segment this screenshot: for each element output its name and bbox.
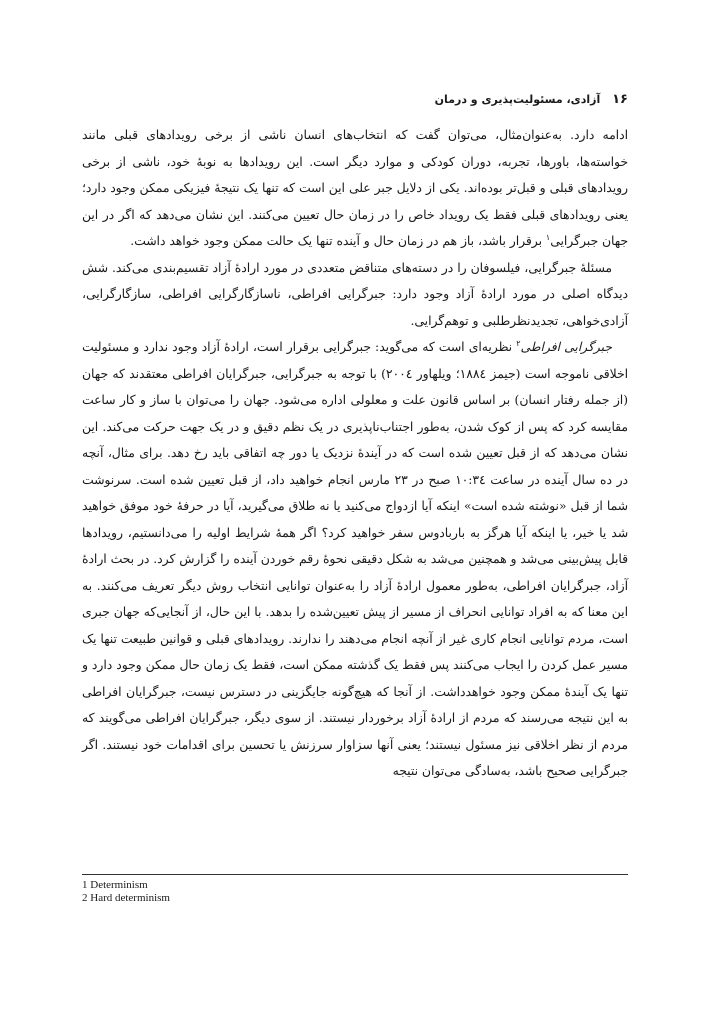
footnote-ref: ۱ xyxy=(545,232,551,242)
running-title: آزادی، مسئولیت‌پذیری و درمان xyxy=(434,93,601,106)
footnote-divider xyxy=(82,874,628,875)
paragraph-text: مسئلهٔ جبرگرایی، فیلسوفان را در دسته‌های متناقض متعددی در مورد ارادهٔ آزاد تقسیم‌بندی می‌کند. شش دیدگاه اصلی در مورد ارادهٔ آزاد وجود دارد: جبرگرایی افراطی، ناسازگارگرایی افراطی، سازگارگرایی، آزادی‌خواهی، تجدیدنظرطلبی و توهم‌گرایی. xyxy=(82,260,628,328)
running-header xyxy=(82,92,628,107)
paragraph-text: نظریه‌ای است که می‌گوید: جبرگرایی برقرار است، ارادهٔ آزاد وجود ندارد و مسئولیت اخلاقی ناموجه است (جیمز ۱۸۸٤؛ ویلهاور ۲۰۰٤) با توجه به جبرگرایی، جبرگرایان افراطی معتقدند که جهان (از جمله رفتار انسان) بر اساس قانون علت و معلولی اداره می‌شود. جهان را می‌توان با ساز و کار ساعت مقایسه کرد که پس از کوک شدن، به‌طور اجتناب‌ناپذیری در یک نظم دقیق و در یک جهت حرکت می‌کند. این نشان می‌دهد که از قبل تعیین شده است که در آیندهٔ نزدیک یا دور چه اتفاقی باید رخ دهد. برای مثال، آنچه در ده سال آینده در ساعت ۱۰:۳٤ صبح در ۲۳ مارس انجام خواهید داد، از قبل تعیین شده است. سرنوشت شما از قبل «نوشته شده است» اینکه آیا ازدواج می‌کنید یا نه طلاق می‌گیرید، آیا در حرفهٔ خود موفق خواهید شد یا خیر، یا اینکه آیا هرگز به باربادوس سفر خواهید کرد؟ اگر همهٔ شرایط اولیه را می‌دانستیم، رویدادها قابل پیش‌بینی می‌شد و همچنین می‌شد به شکل دقیقی نحوهٔ رقم خوردن آینده را گزارش کرد. در بحث ارادهٔ آزاد، جبرگرایان افراطی، به‌طور معمول ارادهٔ آزاد را به‌عنوان توانایی انتخاب روش دیگر تعریف می‌کنند. به این معنا که به افراد توانایی انحراف از مسیر از پیش تعیین‌شده را بدهد. با این حال، از آنجایی‌که جهان جبری است، مردم توانایی انجام کاری غیر از آنچه انجام می‌دهند را ندارند. رویدادهای قبلی و قوانین طبیعت تنها یک مسیر عمل کردن را ایجاب می‌کنند پس فقط یک گذشته ممکن است، فقط یک زمان حال ممکن وجود دارد و تنها یک آیندهٔ ممکن وجود خواهدداشت. از آنجا که هیچ‌گونه جایگزینی در دسترس نیست، جبرگرایان افراطی به این نتیجه می‌رسند که مردم از ارادهٔ آزاد برخوردار نیستند. از سوی دیگر، جبرگرایان افراطی می‌گویند که مردم از نظر اخلاقی نیز مسئول نیستند؛ یعنی آنها سزاوار سرزنش یا تحسین برای اقدامات خود نیستند. اگر جبرگرایی صحیح باشد، به‌سادگی می‌توان نتیجه xyxy=(82,340,628,778)
paragraph xyxy=(82,122,628,255)
body-text xyxy=(82,122,628,785)
paragraph-text: ادامه دارد. به‌عنوان‌مثال، می‌توان گفت که انتخاب‌های انسان ناشی از برخی رویدادهای قبلی مانند خواسته‌ها، باورها، تجربه، دوران کودکی و موارد دیگر است. این رویدادها به نوبهٔ خود، ناشی از برخی رویدادهای قبلی و قبل‌تر بوده‌اند. یکی از دلایل جبر علی این است که تنها یک نتیجهٔ فیزیکی ممکن وجود دارد؛ یعنی رویدادهای قبلی فقط یک رویداد خاص را در زمان حال تعیین می‌کنند. این نشان می‌دهد که اگر در این جهان جبرگرایی xyxy=(82,128,628,248)
italic-term: جبرگرایی افراطی xyxy=(520,340,612,354)
paragraph-text: برقرار باشد، باز هم در زمان حال و آینده تنها یک حالت ممکن وجود خواهد داشت. xyxy=(130,234,546,248)
paragraph xyxy=(82,255,628,335)
page-number: ۱۶ xyxy=(612,92,628,107)
footnote: 1 Determinism xyxy=(82,879,148,891)
paragraph xyxy=(82,334,628,785)
footnotes xyxy=(82,879,628,904)
footnote-ref: ۲ xyxy=(516,338,521,348)
footnote: 2 Hard determinism xyxy=(82,891,170,904)
